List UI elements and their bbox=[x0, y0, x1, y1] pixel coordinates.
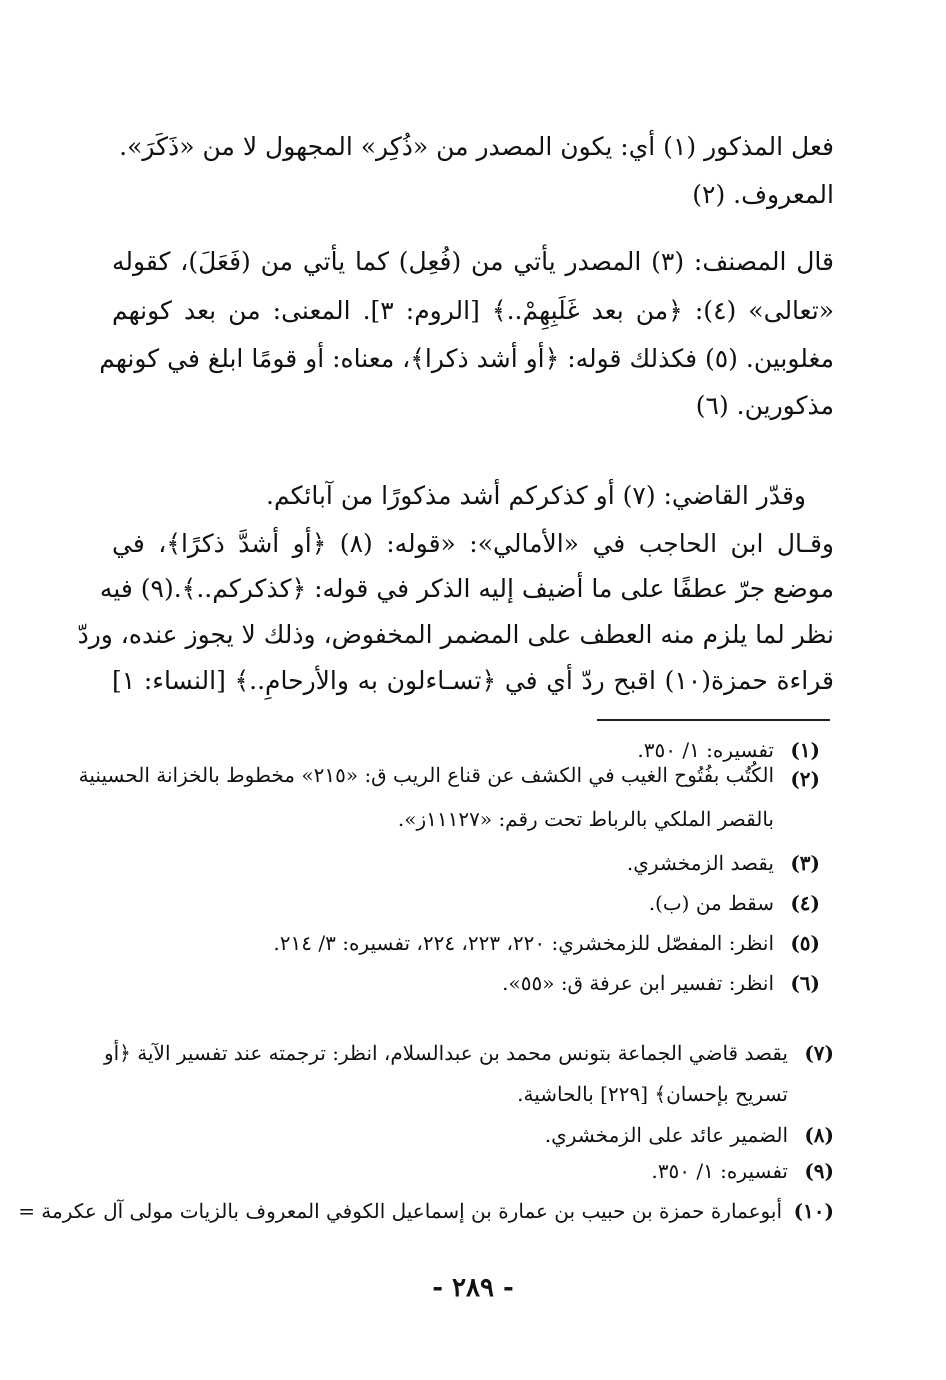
footnote-number: (٤) bbox=[790, 891, 820, 915]
body-line-8: وقـال ابن الحاجب في «الأمالي»: «قوله: (٨) ﴿أو أشدَّ ذكرًا﴾، في bbox=[112, 529, 834, 558]
footnote-text: انظر: المفصّل للزمخشري: ٢٢٠، ٢٢٣، ٢٢٤، تفسيره: ٣/ ٢١٤. bbox=[273, 931, 774, 955]
footnote-separator bbox=[597, 719, 830, 721]
footnote-text: تفسيره: ١/ ٣٥٠. bbox=[651, 1159, 788, 1183]
body-line-6: مذكورين. (٦) bbox=[695, 391, 834, 420]
footnote-number: (٦) bbox=[790, 971, 820, 995]
footnote-text: انظر: تفسير ابن عرفة ق: «٥٥». bbox=[502, 971, 774, 995]
footnote-text: أبوعمارة حمزة بن حبيب بن عمارة بن إسماعيل الكوفي المعروف بالزيات مولى آل عكرمة = bbox=[18, 1199, 782, 1223]
footnote-number: (١٠) bbox=[793, 1199, 834, 1223]
footnote-number: (٣) bbox=[790, 851, 820, 875]
body-line-11: قراءة حمزة(١٠) اقبح ردّ أي في ﴿تسـاءلون به والأرحامِ..﴾ [النساء: ١] bbox=[112, 666, 834, 695]
footnote-text: تفسيره: ١/ ٣٥٠. bbox=[637, 738, 774, 762]
body-line-7: وقدّر القاضي: (٧) أو كذكركم أشد مذكورًا من آبائكم. bbox=[266, 481, 806, 510]
body-line-1: فعل المذكور (١) أي: يكون المصدر من «ذُكِر» المجهول لا من «ذَكَرَ». bbox=[119, 132, 834, 161]
body-line-5: مغلوبين. (٥) فكذلك قوله: ﴿أو أشد ذكرا﴾، معناه: أو قومًا ابلغ في كونهم bbox=[99, 344, 834, 373]
footnote-number: (٢) bbox=[790, 767, 820, 791]
body-line-4: «تعالى» (٤): ﴿من بعد غَلَبِهِمْ..﴾ [الروم: ٣]. المعنى: من بعد كونهم bbox=[112, 296, 834, 325]
footnote-text: بالقصر الملكي بالرباط تحت رقم: «١١١٢٧ز». bbox=[397, 807, 774, 831]
body-line-3: قال المصنف: (٣) المصدر يأتي من (فُعِل) كما يأتي من (فَعَلَ)، كقوله bbox=[112, 247, 834, 276]
footnote-text: تسريح بإحسان﴾ [٢٢٩] بالحاشية. bbox=[517, 1082, 788, 1106]
page-number: - ٢٨٩ - bbox=[432, 1273, 514, 1303]
footnote-number: (٧) bbox=[804, 1041, 834, 1065]
body-line-9: موضع جرّ عطفًا على ما أضيف إليه الذكر في قوله: ﴿كذكركم..﴾.(٩) فيه bbox=[99, 574, 834, 603]
footnote-number: (١) bbox=[790, 738, 820, 762]
footnote-text: يقصد الزمخشري. bbox=[626, 851, 774, 875]
body-line-2: المعروف. (٢) bbox=[692, 180, 834, 209]
footnote-text: الضمير عائد على الزمخشري. bbox=[544, 1123, 788, 1147]
footnote-number: (٥) bbox=[790, 931, 820, 955]
footnote-text: سقط من (ب). bbox=[648, 891, 774, 915]
footnote-text: يقصد قاضي الجماعة بتونس محمد بن عبدالسلام، انظر: ترجمته عند تفسير الآية ﴿أو bbox=[103, 1041, 788, 1065]
footnote-number: (٩) bbox=[804, 1159, 834, 1183]
footnote-number: (٨) bbox=[804, 1123, 834, 1147]
body-line-10: نظر لما يلزم منه العطف على المضمر المخفوض، وذلك لا يجوز عنده، وردّ bbox=[77, 620, 834, 649]
footnote-text: الكُتُب بفُتُوح الغيب في الكشف عن قناع الريب ق: «٢١٥» مخطوط بالخزانة الحسينية bbox=[78, 763, 774, 787]
